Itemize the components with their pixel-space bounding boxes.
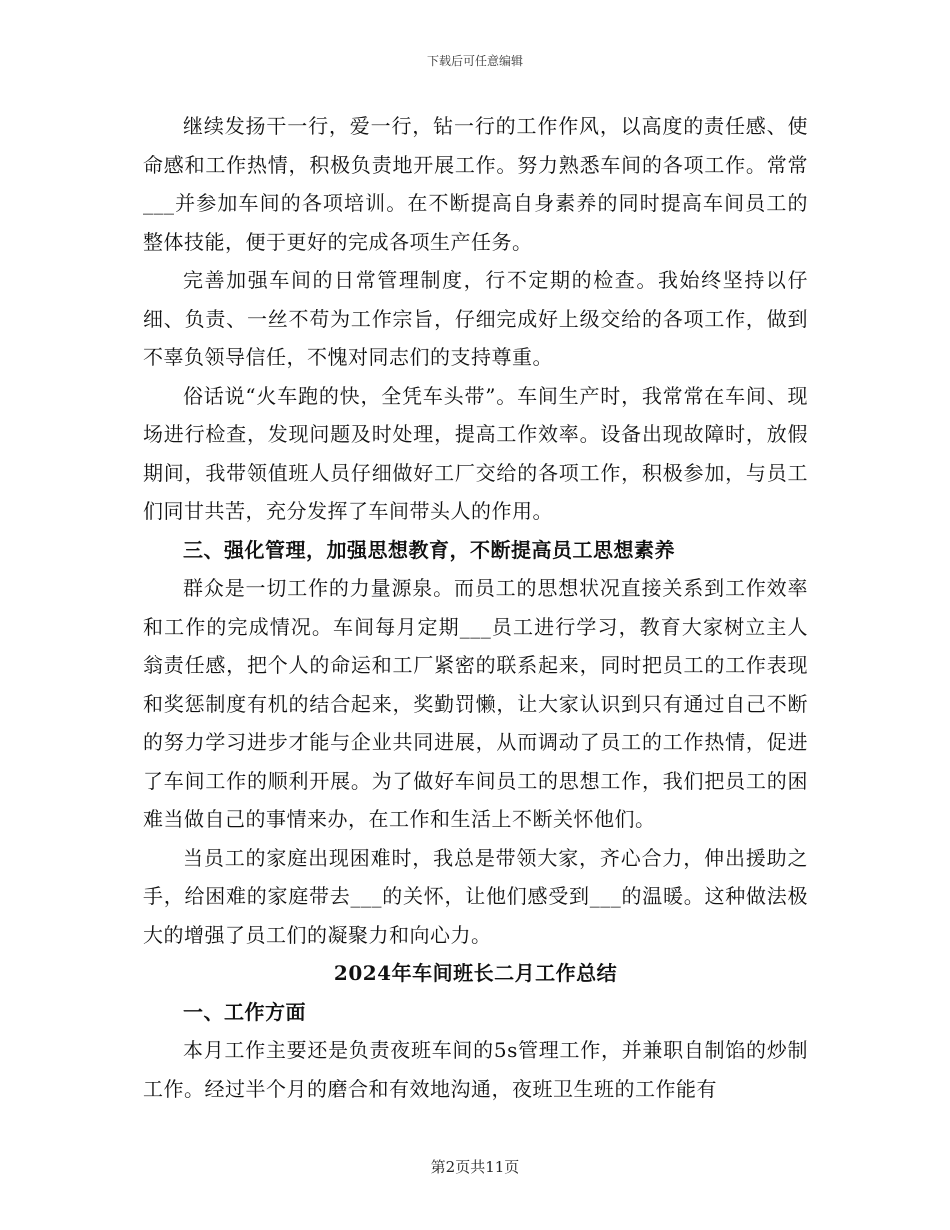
document-body bbox=[143, 107, 808, 1108]
section-heading: 一、工作方面 bbox=[183, 999, 306, 1024]
paragraph: 俗话说“火车跑的快，全凭车头带”。车间生产时，我常常在车间、现场进行检查，发现问题及时处理，提高工作效率。设备出现故障时，放假期间，我带领值班人员仔细做好工厂交给的各项工作，积极参加，与员工们同甘共苦，充分发挥了车间带头人的作用。 bbox=[143, 383, 808, 523]
paragraph: 继续发扬干一行，爱一行，钻一行的工作作风，以高度的责任感、使命感和工作热情，积极负责地开展工作。努力熟悉车间的各项工作。常常___并参加车间的各项培训。在不断提高自身素养的同时提高车间员工的整体技能，便于更好的完成各项生产任务。 bbox=[143, 114, 808, 254]
paragraph: 当员工的家庭出现困难时，我总是带领大家，齐心合力，伸出援助之手，给困难的家庭带去___的关怀，让他们感受到___的温暖。这种做法极大的增强了员工们的凝聚力和向心力。 bbox=[143, 845, 808, 947]
page-footer: 第2页共11页 bbox=[430, 1158, 520, 1176]
paragraph: 群众是一切工作的力量源泉。而员工的思想状况直接关系到工作效率和工作的完成情况。车间每月定期___员工进行学习，教育大家树立主人翁责任感，把个人的命运和工厂紧密的联系起来，同时把员工的工作表现和奖惩制度有机的结合起来，奖勤罚懒，让大家认识到只有通过自己不断的努力学习进步才能与企业共同进展，从而调动了员工的工作热情，促进了车间工作的顺利开展。为了做好车间员工的思想工作，我们把员工的困难当做自己的事情来办，在工作和生活上不断关怀他们。 bbox=[143, 576, 808, 831]
paragraph: 本月工作主要还是负责夜班车间的5s管理工作，并兼职自制馅的炒制工作。经过半个月的磨合和有效地沟通，夜班卫生班的工作能有 bbox=[143, 1038, 808, 1101]
section-heading: 三、强化管理，加强思想教育，不断提高员工思想素养 bbox=[183, 537, 675, 562]
page-header: 下载后可任意编辑 bbox=[426, 54, 523, 68]
document-title: 2024年车间班长二月工作总结 bbox=[333, 961, 618, 985]
paragraph: 完善加强车间的日常管理制度，行不定期的检查。我始终坚持以仔细、负责、一丝不苟为工作宗旨，仔细完成好上级交给的各项工作，做到不辜负领导信任，不愧对同志们的支持尊重。 bbox=[143, 268, 808, 369]
